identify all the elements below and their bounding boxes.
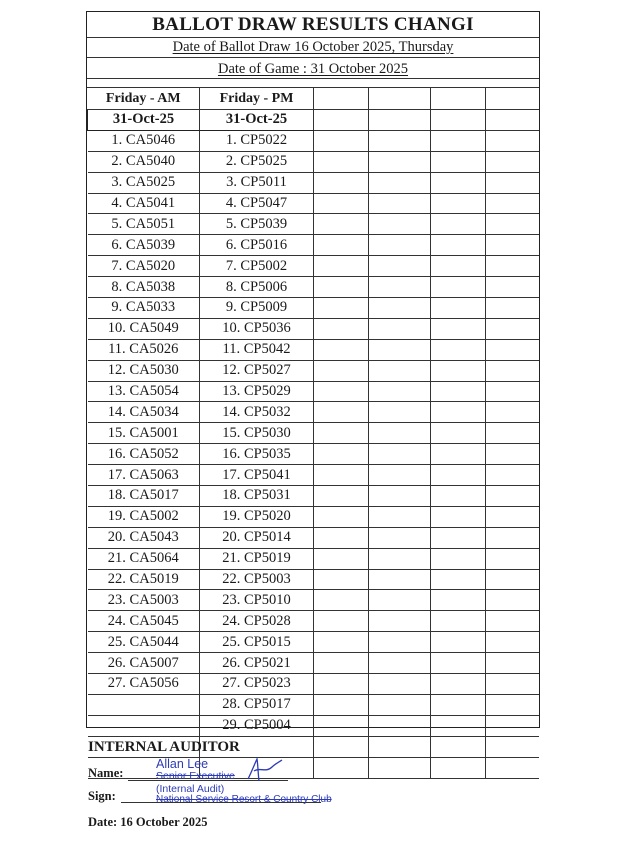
empty-cell	[486, 256, 540, 277]
table-row	[88, 235, 540, 256]
empty-cell	[88, 715, 200, 736]
pm-entry: 12. CP5027	[200, 360, 314, 381]
empty-cell	[369, 653, 431, 674]
empty-cell	[431, 465, 486, 486]
pm-column-heading: Friday - PM	[200, 87, 314, 110]
am-entry: 27. CA5056	[88, 674, 200, 695]
am-column-date: 31-Oct-25	[88, 110, 200, 131]
empty-cell	[486, 298, 540, 319]
am-entry: 5. CA5051	[88, 214, 200, 235]
am-entry: 2. CA5040	[88, 151, 200, 172]
table-row	[88, 214, 540, 235]
table-row	[88, 527, 540, 548]
empty-cell	[369, 381, 431, 402]
ballot-results-sheet	[86, 11, 540, 734]
am-entry: 17. CA5063	[88, 465, 200, 486]
empty-cell	[369, 298, 431, 319]
empty-cell	[431, 402, 486, 423]
empty-cell	[431, 632, 486, 653]
pm-entry: 5. CP5039	[200, 214, 314, 235]
empty-cell	[486, 694, 540, 715]
empty-cell	[369, 256, 431, 277]
am-entry: 8. CA5038	[88, 277, 200, 298]
table-row	[88, 339, 540, 360]
pm-entry: 15. CP5030	[200, 423, 314, 444]
empty-cell	[431, 87, 486, 110]
empty-cell	[431, 736, 486, 757]
pm-entry: 16. CP5035	[200, 444, 314, 465]
empty-cell	[369, 214, 431, 235]
empty-cell	[369, 318, 431, 339]
name-label: Name:	[88, 766, 124, 780]
empty-cell	[431, 235, 486, 256]
empty-cell	[314, 214, 369, 235]
empty-cell	[431, 151, 486, 172]
table-row	[88, 674, 540, 695]
empty-cell	[314, 653, 369, 674]
empty-cell	[314, 590, 369, 611]
table-row	[88, 193, 540, 214]
empty-cell	[431, 381, 486, 402]
pm-entry: 28. CP5017	[200, 694, 314, 715]
empty-cell	[431, 214, 486, 235]
am-entry: 18. CA5017	[88, 486, 200, 507]
empty-cell	[314, 339, 369, 360]
pm-entry: 23. CP5010	[200, 590, 314, 611]
empty-cell	[314, 548, 369, 569]
empty-cell	[314, 172, 369, 193]
am-entry: 25. CA5044	[88, 632, 200, 653]
stamp-dept: (Internal Audit)	[156, 783, 225, 795]
empty-cell	[369, 694, 431, 715]
pm-entry: 1. CP5022	[200, 130, 314, 151]
empty-cell	[314, 298, 369, 319]
empty-cell	[314, 277, 369, 298]
empty-cell	[369, 590, 431, 611]
empty-cell	[369, 172, 431, 193]
empty-cell	[486, 151, 540, 172]
table-row	[88, 277, 540, 298]
column-date-row	[88, 110, 540, 131]
empty-cell	[431, 130, 486, 151]
empty-cell	[369, 632, 431, 653]
am-entry: 24. CA5045	[88, 611, 200, 632]
table-row	[88, 486, 540, 507]
pm-entry: 4. CP5047	[200, 193, 314, 214]
empty-cell	[314, 569, 369, 590]
pm-entry: 17. CP5041	[200, 465, 314, 486]
table-row	[88, 298, 540, 319]
sign-label: Sign:	[88, 789, 116, 803]
empty-cell	[486, 527, 540, 548]
empty-cell	[369, 736, 431, 757]
empty-cell	[431, 569, 486, 590]
table-row	[88, 360, 540, 381]
empty-cell	[314, 757, 369, 778]
empty-cell	[431, 318, 486, 339]
empty-cell	[314, 465, 369, 486]
empty-cell	[314, 444, 369, 465]
empty-cell	[486, 360, 540, 381]
empty-cell	[314, 87, 369, 110]
empty-cell	[431, 653, 486, 674]
pm-entry: 9. CP5009	[200, 298, 314, 319]
game-date-row	[87, 58, 539, 79]
empty-cell	[486, 339, 540, 360]
empty-cell	[314, 110, 369, 131]
empty-cell	[431, 277, 486, 298]
pm-entry: 20. CP5014	[200, 527, 314, 548]
table-row	[88, 444, 540, 465]
empty-cell	[486, 465, 540, 486]
am-entry: 21. CA5064	[88, 548, 200, 569]
empty-cell	[314, 402, 369, 423]
table-row	[88, 715, 540, 736]
empty-cell	[314, 256, 369, 277]
empty-cell	[431, 506, 486, 527]
ballot-date: Date of Ballot Draw 16 October 2025, Thursday	[172, 39, 454, 55]
empty-cell	[369, 715, 431, 736]
am-entry: 3. CA5025	[88, 172, 200, 193]
table-row	[88, 423, 540, 444]
empty-cell	[431, 674, 486, 695]
am-entry: 23. CA5003	[88, 590, 200, 611]
empty-cell	[486, 506, 540, 527]
table-row	[88, 381, 540, 402]
empty-cell	[486, 381, 540, 402]
table-row	[88, 172, 540, 193]
empty-cell	[486, 444, 540, 465]
empty-cell	[369, 757, 431, 778]
stamp-title: Senior Executive	[156, 770, 235, 782]
pm-column-date: 31-Oct-25	[200, 110, 314, 131]
am-entry: 6. CA5039	[88, 235, 200, 256]
empty-cell	[431, 339, 486, 360]
empty-cell	[369, 444, 431, 465]
game-date: Date of Game : 31 October 2025	[217, 61, 409, 77]
table-row	[88, 151, 540, 172]
am-entry: 16. CA5052	[88, 444, 200, 465]
stamp-name: Allan Lee	[156, 757, 209, 771]
empty-cell	[369, 486, 431, 507]
empty-cell	[486, 423, 540, 444]
pm-entry: 26. CP5021	[200, 653, 314, 674]
empty-cell	[314, 506, 369, 527]
table-row	[88, 548, 540, 569]
empty-cell	[431, 486, 486, 507]
table-row	[88, 318, 540, 339]
empty-cell	[369, 193, 431, 214]
empty-cell	[369, 569, 431, 590]
empty-cell	[314, 715, 369, 736]
empty-cell	[486, 736, 540, 757]
empty-cell	[431, 757, 486, 778]
empty-cell	[314, 694, 369, 715]
table-row	[88, 653, 540, 674]
empty-cell	[314, 360, 369, 381]
empty-cell	[369, 339, 431, 360]
pm-entry: 25. CP5015	[200, 632, 314, 653]
empty-cell	[369, 465, 431, 486]
empty-cell	[431, 423, 486, 444]
empty-cell	[314, 674, 369, 695]
pm-entry: 6. CP5016	[200, 235, 314, 256]
pm-entry: 2. CP5025	[200, 151, 314, 172]
empty-cell	[369, 548, 431, 569]
empty-cell	[431, 444, 486, 465]
empty-cell	[486, 402, 540, 423]
empty-cell	[431, 110, 486, 131]
empty-cell	[486, 674, 540, 695]
pm-entry: 18. CP5031	[200, 486, 314, 507]
empty-cell	[369, 235, 431, 256]
am-entry: 12. CA5030	[88, 360, 200, 381]
pm-entry: 13. CP5029	[200, 381, 314, 402]
pm-entry: 10. CP5036	[200, 318, 314, 339]
pm-entry: 24. CP5028	[200, 611, 314, 632]
empty-cell	[314, 632, 369, 653]
empty-cell	[431, 548, 486, 569]
empty-cell	[88, 694, 200, 715]
empty-cell	[314, 736, 369, 757]
empty-cell	[431, 611, 486, 632]
empty-cell	[431, 527, 486, 548]
empty-cell	[369, 277, 431, 298]
empty-cell	[314, 193, 369, 214]
table-row	[88, 506, 540, 527]
empty-cell	[369, 674, 431, 695]
empty-cell	[369, 130, 431, 151]
empty-cell	[431, 172, 486, 193]
pm-entry: 7. CP5002	[200, 256, 314, 277]
pm-entry: 14. CP5032	[200, 402, 314, 423]
table-row	[88, 611, 540, 632]
am-entry: 20. CA5043	[88, 527, 200, 548]
document-title: BALLOT DRAW RESULTS CHANGI	[87, 12, 539, 38]
empty-cell	[486, 548, 540, 569]
empty-cell	[486, 569, 540, 590]
am-entry: 14. CA5034	[88, 402, 200, 423]
empty-cell	[431, 360, 486, 381]
am-entry: 26. CA5007	[88, 653, 200, 674]
table-row	[88, 465, 540, 486]
empty-cell	[486, 193, 540, 214]
pm-entry: 19. CP5020	[200, 506, 314, 527]
ballot-date-row	[87, 37, 539, 58]
pm-entry: 27. CP5023	[200, 674, 314, 695]
pm-entry: 3. CP5011	[200, 172, 314, 193]
empty-cell	[486, 757, 540, 778]
am-entry: 10. CA5049	[88, 318, 200, 339]
empty-cell	[314, 151, 369, 172]
table-row	[88, 402, 540, 423]
empty-cell	[314, 611, 369, 632]
empty-cell	[486, 87, 540, 110]
am-entry: 11. CA5026	[88, 339, 200, 360]
empty-cell	[486, 715, 540, 736]
table-row	[88, 694, 540, 715]
empty-cell	[486, 277, 540, 298]
empty-cell	[369, 360, 431, 381]
empty-cell	[314, 318, 369, 339]
empty-cell	[314, 486, 369, 507]
table-row	[88, 590, 540, 611]
empty-cell	[369, 402, 431, 423]
results-table	[87, 87, 539, 779]
empty-cell	[486, 172, 540, 193]
table-row	[88, 569, 540, 590]
am-entry: 9. CA5033	[88, 298, 200, 319]
am-column-heading: Friday - AM	[88, 87, 200, 110]
table-row	[88, 130, 540, 151]
table-row	[88, 256, 540, 277]
empty-cell	[431, 715, 486, 736]
empty-cell	[486, 110, 540, 131]
results-table-body	[88, 87, 540, 778]
empty-cell	[431, 256, 486, 277]
pm-entry: 11. CP5042	[200, 339, 314, 360]
audit-date: Date: 16 October 2025	[88, 815, 208, 829]
empty-cell	[314, 527, 369, 548]
empty-cell	[431, 590, 486, 611]
column-heading-row	[88, 87, 540, 110]
empty-cell	[369, 423, 431, 444]
empty-cell	[369, 151, 431, 172]
stamp-org: National Service Resort & Country Club	[156, 794, 332, 805]
empty-cell	[486, 590, 540, 611]
empty-cell	[486, 653, 540, 674]
empty-cell	[369, 506, 431, 527]
empty-cell	[314, 423, 369, 444]
empty-cell	[486, 318, 540, 339]
empty-cell	[486, 486, 540, 507]
empty-cell	[369, 87, 431, 110]
am-entry: 15. CA5001	[88, 423, 200, 444]
empty-cell	[314, 381, 369, 402]
empty-cell	[486, 611, 540, 632]
empty-cell	[369, 527, 431, 548]
empty-cell	[369, 110, 431, 131]
signature-mark	[244, 757, 284, 783]
am-entry: 1. CA5046	[88, 130, 200, 151]
pm-entry: 21. CP5019	[200, 548, 314, 569]
empty-cell	[369, 611, 431, 632]
empty-cell	[486, 130, 540, 151]
empty-cell	[314, 130, 369, 151]
empty-cell	[431, 298, 486, 319]
pm-entry: 22. CP5003	[200, 569, 314, 590]
empty-cell	[486, 214, 540, 235]
empty-cell	[431, 694, 486, 715]
empty-cell	[486, 632, 540, 653]
am-entry: 4. CA5041	[88, 193, 200, 214]
auditor-heading: INTERNAL AUDITOR	[88, 739, 240, 755]
table-row	[88, 632, 540, 653]
am-entry: 22. CA5019	[88, 569, 200, 590]
am-entry: 19. CA5002	[88, 506, 200, 527]
empty-cell	[486, 235, 540, 256]
empty-cell	[314, 235, 369, 256]
empty-cell	[431, 193, 486, 214]
pm-entry: 8. CP5006	[200, 277, 314, 298]
pm-entry: 29. CP5004	[200, 715, 314, 736]
am-entry: 13. CA5054	[88, 381, 200, 402]
am-entry: 7. CA5020	[88, 256, 200, 277]
